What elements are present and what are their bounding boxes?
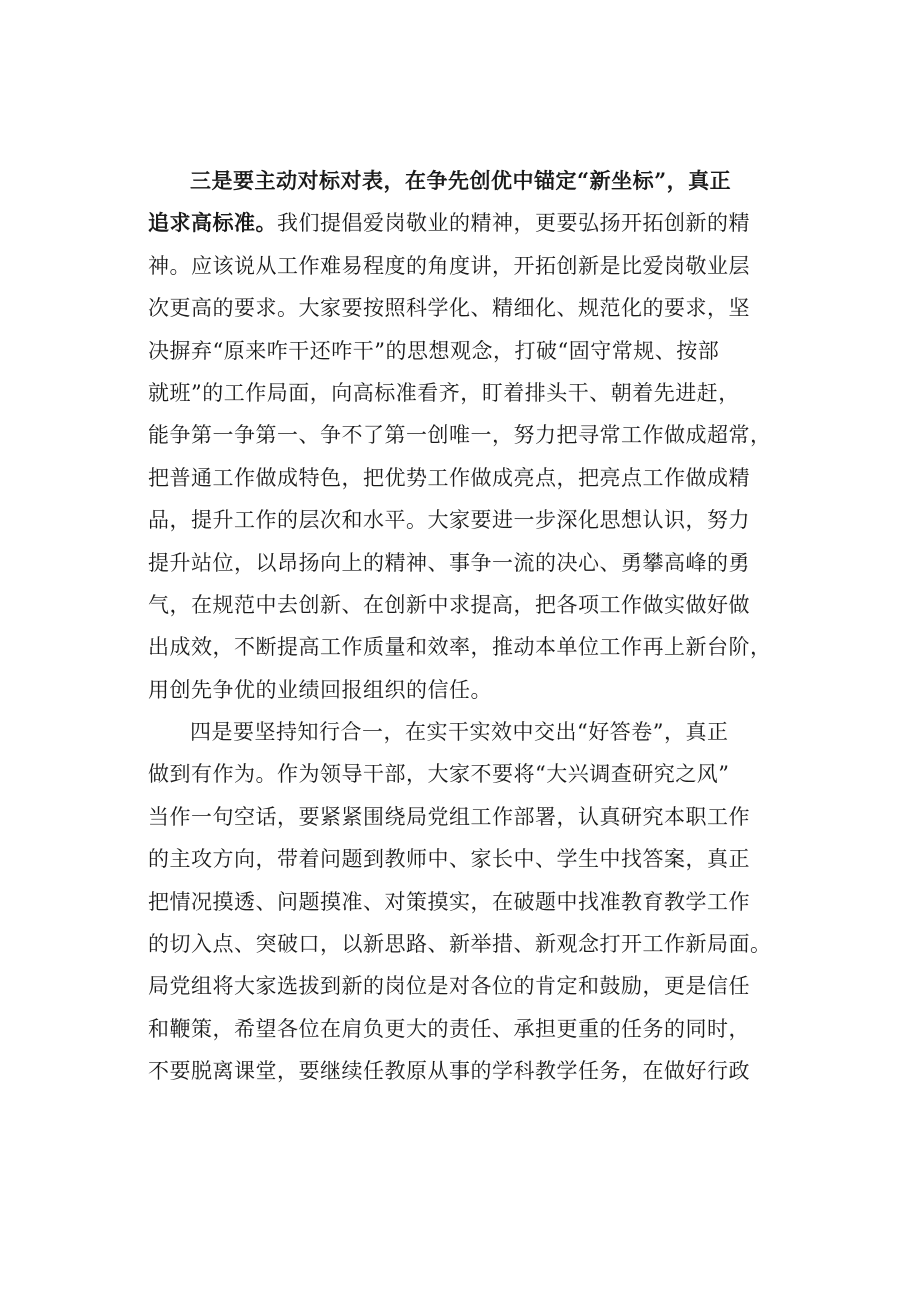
body-text [148, 160, 810, 1093]
paragraph-4-line: 的切入点、突破口，以新思路、新举措、新观念打开工作新局面。 [148, 932, 772, 957]
paragraph-3-line-2 [148, 202, 810, 244]
paragraph-4-line: 当作一句空话，要紧紧围绕局党组工作部署，认真研究本职工作 [148, 804, 750, 829]
paragraph-3-heading-cont: 追求高标准。 [148, 210, 277, 236]
paragraph-3-line: 气，在规范中去创新、在创新中求提高，把各项工作做实做好做 [148, 592, 750, 617]
paragraph-3-line: 把普通工作做成特色，把优势工作做成亮点，把亮点工作做成精 [148, 465, 750, 490]
paragraph-4-line: 把情况摸透、问题摸准、对策摸实，在破题中找准教育教学工作 [148, 889, 750, 914]
paragraph-3-line: 提升站位，以昂扬向上的精神、事争一流的决心、勇攀高峰的勇 [148, 550, 750, 575]
paragraph-4-line: 和鞭策，希望各位在肩负更大的责任、承担更重的任务的同时， [148, 1016, 750, 1041]
paragraph-3-line: 品，提升工作的层次和水平。大家要进一步深化思想认识，努力 [148, 508, 750, 533]
paragraph-4-line: 局党组将大家选拔到新的岗位是对各位的肯定和鼓励，更是信任 [148, 974, 750, 999]
paragraph-3-line: 用创先争优的业绩回报组织的信任。 [148, 677, 492, 702]
paragraph-3-heading: 三是要主动对标对表，在争先创优中锚定“新坐标”，真正 [190, 168, 732, 193]
paragraph-4-line: 做到有作为。作为领导干部，大家不要将“大兴调查研究之风” [148, 762, 730, 787]
paragraph-3-line: 次更高的要求。大家要按照科学化、精细化、规范化的要求，坚 [148, 296, 750, 321]
paragraph-3-line-1 [148, 160, 810, 202]
paragraph-3-line: 决摒弃“原来咋干还咋干”的思想观念，打破“固守常规、按部 [148, 338, 720, 363]
paragraph-4-line: 的主攻方向，带着问题到教师中、家长中、学生中找答案，真正 [148, 847, 750, 872]
paragraph-4-line: 四是要坚持知行合一，在实干实效中交出“好答卷”，真正 [190, 720, 729, 745]
paragraph-3-line: 就班”的工作局面，向高标准看齐，盯着排头干、朝着先进赶， [148, 380, 740, 405]
paragraph-4-line: 不要脱离课堂，要继续任教原从事的学科教学任务，在做好行政 [148, 1059, 750, 1084]
paragraph-3-line: 神。应该说从工作难易程度的角度讲，开拓创新是比爱岗敬业层 [148, 253, 750, 278]
paragraph-3-line: 能争第一争第一、争不了第一创唯一，努力把寻常工作做成超常， [148, 423, 772, 448]
paragraph-3-line-2-text: 我们提倡爱岗敬业的精神，更要弘扬开拓创新的精 [277, 211, 750, 236]
paragraph-3-line: 出成效，不断提高工作质量和效率，推动本单位工作再上新台阶， [148, 635, 772, 660]
